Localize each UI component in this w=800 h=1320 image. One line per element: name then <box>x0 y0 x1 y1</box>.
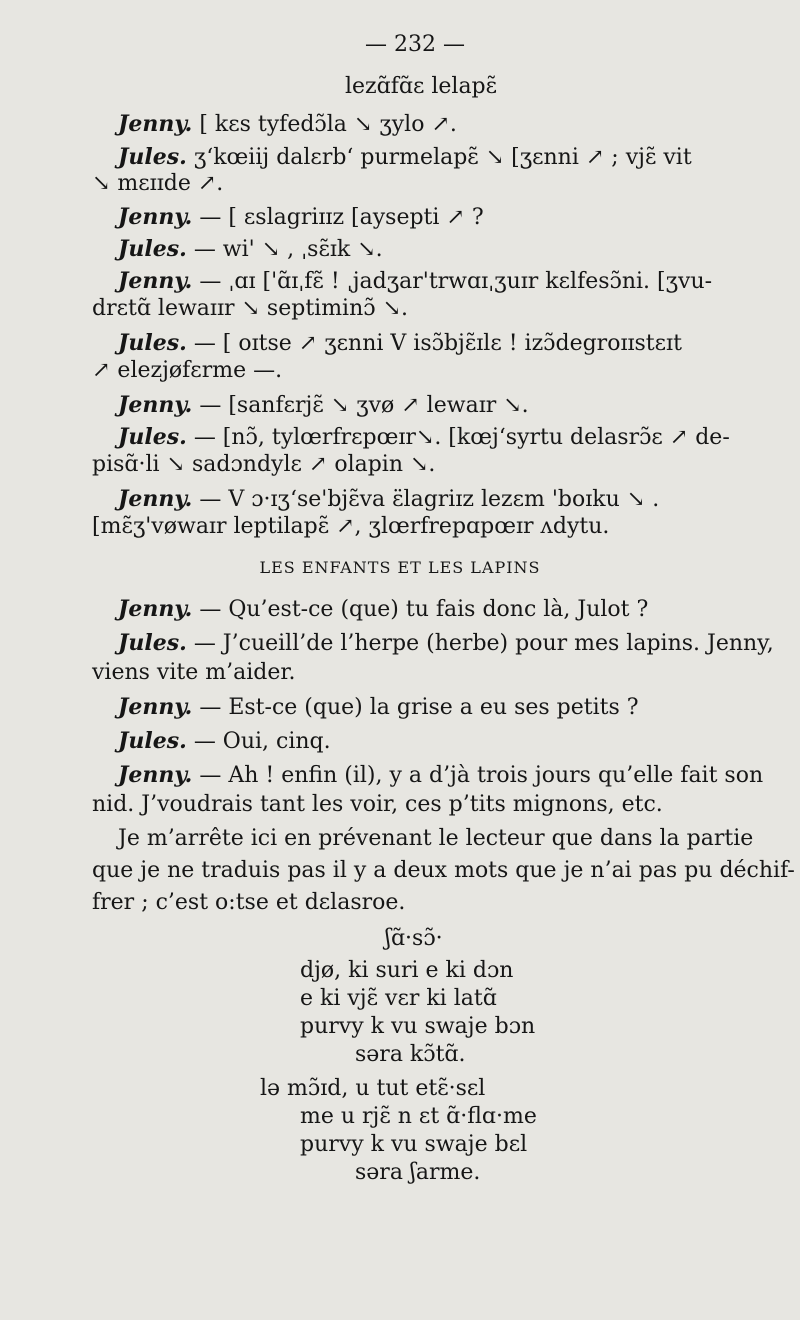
phonetic-line-14 <box>92 514 609 540</box>
speaker-label: Jules. <box>118 144 187 170</box>
phonetic-line-3 <box>92 171 223 197</box>
poem-stanza1-line1: djø, ki suri e ki dɔn <box>300 958 514 983</box>
french-line-2 <box>118 630 774 657</box>
phonetic-line-7 <box>92 296 408 322</box>
dialogue-text: — Oui, cinq. <box>193 729 331 754</box>
phonetic-line-12 <box>92 452 435 478</box>
dialogue-text: [mɛ̃ʒ'vøwaɪr leptilapɛ̃ ↗, ʒlœrfrepɑpœɪr ʌdytu. <box>92 514 610 539</box>
phonetic-line-1 <box>118 111 457 138</box>
speaker-label: Jules. <box>118 330 187 356</box>
phonetic-line-10 <box>118 392 529 419</box>
speaker-label: Jenny. <box>118 694 193 720</box>
dialogue-text: — [nɔ̃, tylœrfrɛpœɪr↘. [kœj‘syrtu delasrɔ̃ɛ ↗ de- <box>193 425 730 450</box>
dialogue-text: — Qu’est-ce (que) tu fais donc là, Julot ? <box>199 597 649 622</box>
poem-stanza2-line1: lə mɔ̃ɪd, u tut etɛ̃·sɛl <box>260 1076 486 1101</box>
dialogue-text: ↘ mɛɪɪde ↗. <box>92 171 224 196</box>
speaker-label: Jenny. <box>118 204 193 230</box>
phonetic-line-2 <box>118 144 692 171</box>
poem-stanza1-line3: purvy k vu swaje bɔn <box>300 1014 536 1039</box>
dialogue-text: [ kɛs tyfedɔ̃la ↘ ʒylo ↗. <box>199 112 457 137</box>
phonetic-line-13 <box>118 486 659 513</box>
phonetic-line-5 <box>118 236 383 263</box>
phonetic-title: lezɑ̃fɑ̃ɛ lelapɛ̃ <box>345 74 498 99</box>
phonetic-line-6 <box>118 268 712 295</box>
dialogue-text: — Ah ! enfin (il), y a d’jà trois jours qu’elle fait son <box>199 763 764 788</box>
phonetic-line-8 <box>118 330 682 357</box>
speaker-label: Jenny. <box>118 111 193 137</box>
poem-stanza1-line4: səra kɔ̃tɑ̃. <box>355 1042 466 1067</box>
phonetic-line-11 <box>118 424 730 451</box>
speaker-label: Jenny. <box>118 596 193 622</box>
dialogue-text: — [sanfɛrjɛ̃ ↘ ʒvø ↗ lewaɪr ↘. <box>199 393 529 418</box>
french-line-7 <box>92 792 663 818</box>
page-number: — 232 — <box>365 32 465 57</box>
dialogue-text: — wi' ↘ , ˌsɛ̃ɪk ↘. <box>193 237 383 262</box>
speaker-label: Jules. <box>118 236 187 262</box>
dialogue-text: pisɑ̃·li ↘ sadɔndylɛ ↗ olapin ↘. <box>92 452 436 477</box>
dialogue-text: ʒ‘kœiij dalɛrb‘ purmelapɛ̃ ↘ [ʒɛnni ↗ ; vjɛ̃ vit <box>193 145 692 170</box>
speaker-label: Jenny. <box>118 486 193 512</box>
speaker-label: Jules. <box>118 424 187 450</box>
french-line-4 <box>118 694 639 721</box>
french-line-1 <box>118 596 648 623</box>
poem-title: ʃɑ̃·sɔ̃· <box>385 926 443 951</box>
dialogue-text: — Est-ce (que) la grise a eu ses petits ? <box>199 695 639 720</box>
french-line-6 <box>118 762 763 789</box>
dialogue-text: ↗ elezjøfɛrme —. <box>92 358 283 383</box>
section-heading: LES ENFANTS ET LES LAPINS <box>259 558 541 577</box>
dialogue-text: — V ɔ·ɪʒ‘se'bjɛ̃va ɛ̈lagriɪz lezɛm 'boɪku ↘ . <box>199 487 660 512</box>
speaker-label: Jules. <box>118 728 187 754</box>
speaker-label: Jenny. <box>118 762 193 788</box>
paragraph-line-3: frer ; c’est o:tse et dɛlasroe. <box>92 890 406 915</box>
dialogue-text: — [ oɪtse ↗ ʒɛnni V isɔ̃bjɛ̃ɪlɛ ! izɔ̃degroɪɪstɛɪt <box>193 331 682 356</box>
poem-stanza2-line4: səra ʃarme. <box>355 1160 481 1185</box>
dialogue-text: — J’cueill’de l’herpe (herbe) pour mes lapins. Jenny, <box>193 631 774 656</box>
dialogue-text: nid. J’voudrais tant les voir, ces p’tits mignons, etc. <box>92 792 663 817</box>
poem-stanza1-line2: e ki vjɛ̃ vɛr ki latɑ̃ <box>300 986 497 1011</box>
dialogue-text: — [ ɛslagriɪɪz [aysepti ↗ ? <box>199 205 484 230</box>
dialogue-text: drɛtɑ̃ lewaɪɪr ↘ septiminɔ̃ ↘. <box>92 296 409 321</box>
paragraph-line-1: Je m’arrête ici en prévenant le lecteur que dans la partie <box>118 826 754 851</box>
french-line-5 <box>118 728 331 755</box>
phonetic-line-4 <box>118 204 484 231</box>
paragraph-line-2: que je ne traduis pas il y a deux mots que je n’ai pas pu déchif- <box>92 858 795 883</box>
poem-stanza2-line3: purvy k vu swaje bɛl <box>300 1132 528 1157</box>
dialogue-text: — ˌɑɪ ['ɑ̃ɪˌfɛ̃ ! ˌjadʒar'trwɑɪˌʒuɪr kɛlfesɔ̃ni. [ʒvu- <box>199 269 713 294</box>
speaker-label: Jenny. <box>118 392 193 418</box>
poem-stanza2-line2: me u rjɛ̃ n ɛt ɑ̃·flɑ·me <box>300 1104 537 1129</box>
speaker-label: Jules. <box>118 630 187 656</box>
french-line-3 <box>92 660 295 686</box>
phonetic-line-9 <box>92 358 282 384</box>
dialogue-text: viens vite m’aider. <box>92 660 296 685</box>
speaker-label: Jenny. <box>118 268 193 294</box>
